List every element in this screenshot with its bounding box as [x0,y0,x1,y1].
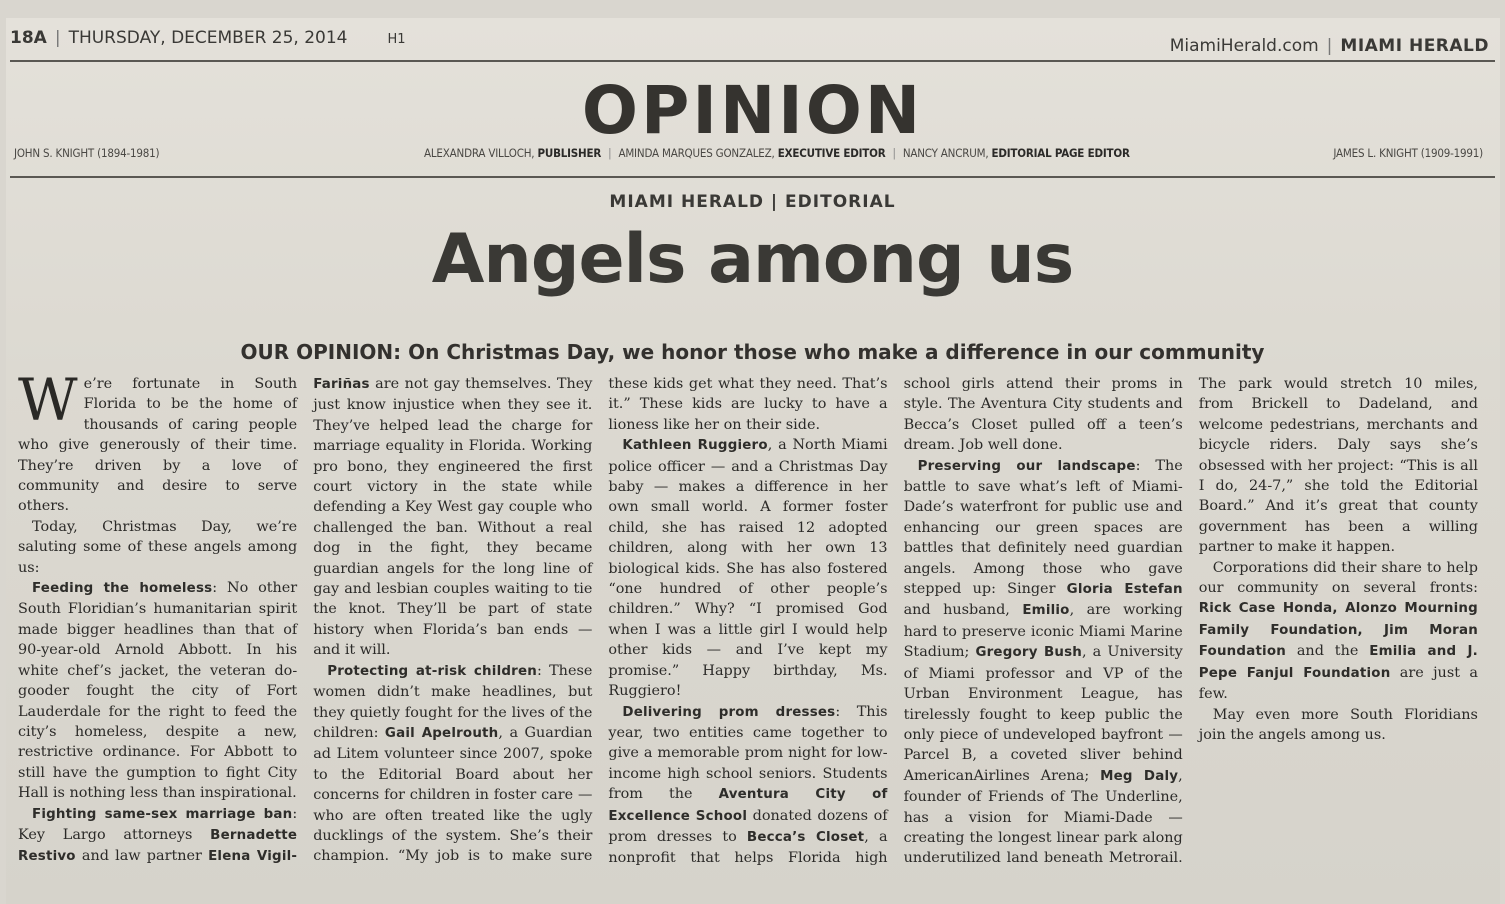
organization-name: Becca’s Closet [746,829,865,845]
text-run: : The battle to save what’s left of Miami-Dade’s waterfront for public use and enhancing our green spaces are battles that definitely need guardian angels. Among those who gave stepped up: Singer [903,457,1183,598]
text-run: , a Guardian ad Litem volunteer since 2007, spoke to the Editorial Board about her concerns for children in foster care — who are often treated like the ugly ducklings of the system. She’s their champion. “My job is to make sure these kids get what they need. That’s it.” These kids are lucky to have a lioness like her on their side. [313,376,888,865]
folio-left [10,28,406,48]
text-run: , founder of Friends of The Underline, has a vision for Miami-Dade — creating the longest linear park along underutilized land beneath Metrorail. The park would stretch 10 miles, from Brickell to Dadeland, and welcome pedestrians, merchants and bicycle riders. Daly says she’s obsessed with her project: “This is all I do, 24-7,” she told the Editorial Board.” And it’s great that county government has been a willing partner to make it happen. [903,376,1478,867]
person-name: Kathleen Ruggiero [622,438,768,454]
text-run: are just a few. [1198,664,1478,703]
top-rule [10,60,1495,62]
paragraph: Today, Christmas Day, we’re saluting some of these angels among us: [18,518,298,576]
masthead-founder-right: JAMES L. KNIGHT (1909-1991) [1333,146,1483,160]
drop-cap: W [18,374,78,434]
subsection-head: Fighting same-sex marriage ban [32,806,293,822]
page-number: 18A [10,28,47,48]
masthead-staff: ALEXANDRA VILLOCH, PUBLISHER | AMINDA MARQUES GONZALEZ, EXECUTIVE EDITOR | NANCY ANCRUM, EDITORIAL PAGE EDITOR [424,146,1130,160]
text-run: May even more South Floridians join the angels among us. [1198,706,1478,743]
paragraph [1199,705,1478,746]
person-name: Gail Apelrouth [384,725,499,741]
text-run: and the [1285,643,1370,660]
newspaper-brand: MIAMI HERALD [1340,36,1489,56]
folio-right [1170,36,1489,56]
paragraph [608,435,887,701]
person-name: Elena Vigil-Fariñas [208,377,370,865]
text-run: , a nonprofit that helps Florida high school girls attend their proms in style. The Aventura City students and Becca’s Closet pulled off a teen’s dream. Job well done. [608,376,1183,867]
paragraph: Fighting same-sex marriage ban: Key Largo attorneys Bernadette Restivo and law partner Elena Vigil-Fariñas are not gay themselves. They just know injustice when they see it. They’ve helped lead the charge for marriage equality in Florida. Working pro bono, they engineered the first court victory in the state while defending a Key West gay couple who challenged the ban. Without a real dog in the fight, they became guardian angels for the long line of gay and lesbian couples waiting to tie the knot. They’ll be part of state history when Florida’s ban ends — and it will. [18,376,593,865]
kicker: MIAMI HERALD | EDITORIAL [609,192,896,212]
subsection-head: Delivering prom dresses [622,704,836,720]
paragraph: We’re fortunate in South Florida to be the home of thousands of caring people who give generously of their time. They’re driven by a love of community and desire to serve others. [18,374,298,515]
masthead-rule [10,176,1495,178]
subsection-head: Protecting at-risk children [327,663,537,679]
article-body [18,374,1478,894]
organization-name: Aventura City of Excellence School [608,787,888,824]
text-run: : This year, two entities came together to give a memorable prom night for low-income high school seniors. Students from the [608,703,888,803]
paragraph: Feeding the homeless: No other South Floridian’s humanitarian spirit made bigger headlines than that of 90-year-old Arnold Abbott. In his white chef’s jacket, the veteran do-gooder fought the city of Fort Lauderdale for the right to feed the city’s homeless, despite a new, restrictive ordinance. For Abbott to still have the gumption to fight City Hall is nothing less than inspirational. [18,580,298,802]
text-run: , a University of Miami professor and VP of the Urban Environment League, has tirelessly fought to keep public the only piece of undeveloped bayfront — Parcel B, a coveted sliver behind AmericanAirlines Arena; [903,644,1183,784]
subsection-head: Preserving our landscape [917,458,1136,474]
edition-code: H1 [387,32,406,47]
text-run: , a North Miami police officer — and a Christmas Day baby — makes a difference in her own small world. A former foster child, she has raised 12 adopted children, along with her own 13 biological kids. She has also fostered “one hundred of other people’s children.” Why? “I promised God when I was a little girl I would help other kids — and I’ve kept my promise.” Happy birthday, Ms. Ruggiero! [608,437,888,700]
text-run: , are working hard to preserve iconic Miami Marine Stadium; [903,602,1183,661]
text-run: and husband, [903,602,1023,619]
organization-name: Rick Case Honda, Alonzo Mourning Family Foundation, Jim Moran Foundation [1198,601,1478,660]
text-run: : These women didn’t make headlines, but they quietly fought for the lives of the children: [313,662,593,741]
person-name: Emilio [1022,603,1070,619]
person-name: Bernadette Restivo [18,827,298,865]
text-run: Corporations did their share to help our community on several fronts: [1198,559,1478,597]
text-run: donated dozens of prom dresses to [608,807,888,845]
masthead-founder-left: JOHN S. KNIGHT (1894-1981) [14,146,160,160]
person-name: Gregory Bush [975,645,1083,661]
folio-divider: | [1326,36,1333,56]
section-title: OPINION [581,72,924,149]
subsection-head: Feeding the homeless [32,581,213,597]
person-name: Meg Daly [1100,768,1179,784]
site-name: MiamiHerald.com [1169,36,1319,56]
subhead: OUR OPINION: On Christmas Day, we honor those who make a difference in our community [240,340,1265,364]
headline: Angels among us [431,220,1074,299]
organization-name: Emilia and J. Pepe Fanjul Foundation [1198,644,1478,681]
person-name: Gloria Estefan [1066,582,1183,598]
column-1 [18,374,1478,886]
folio-divider: | [54,28,61,48]
issue-date: THURSDAY, DECEMBER 25, 2014 [68,28,348,48]
paragraph [1199,558,1478,705]
